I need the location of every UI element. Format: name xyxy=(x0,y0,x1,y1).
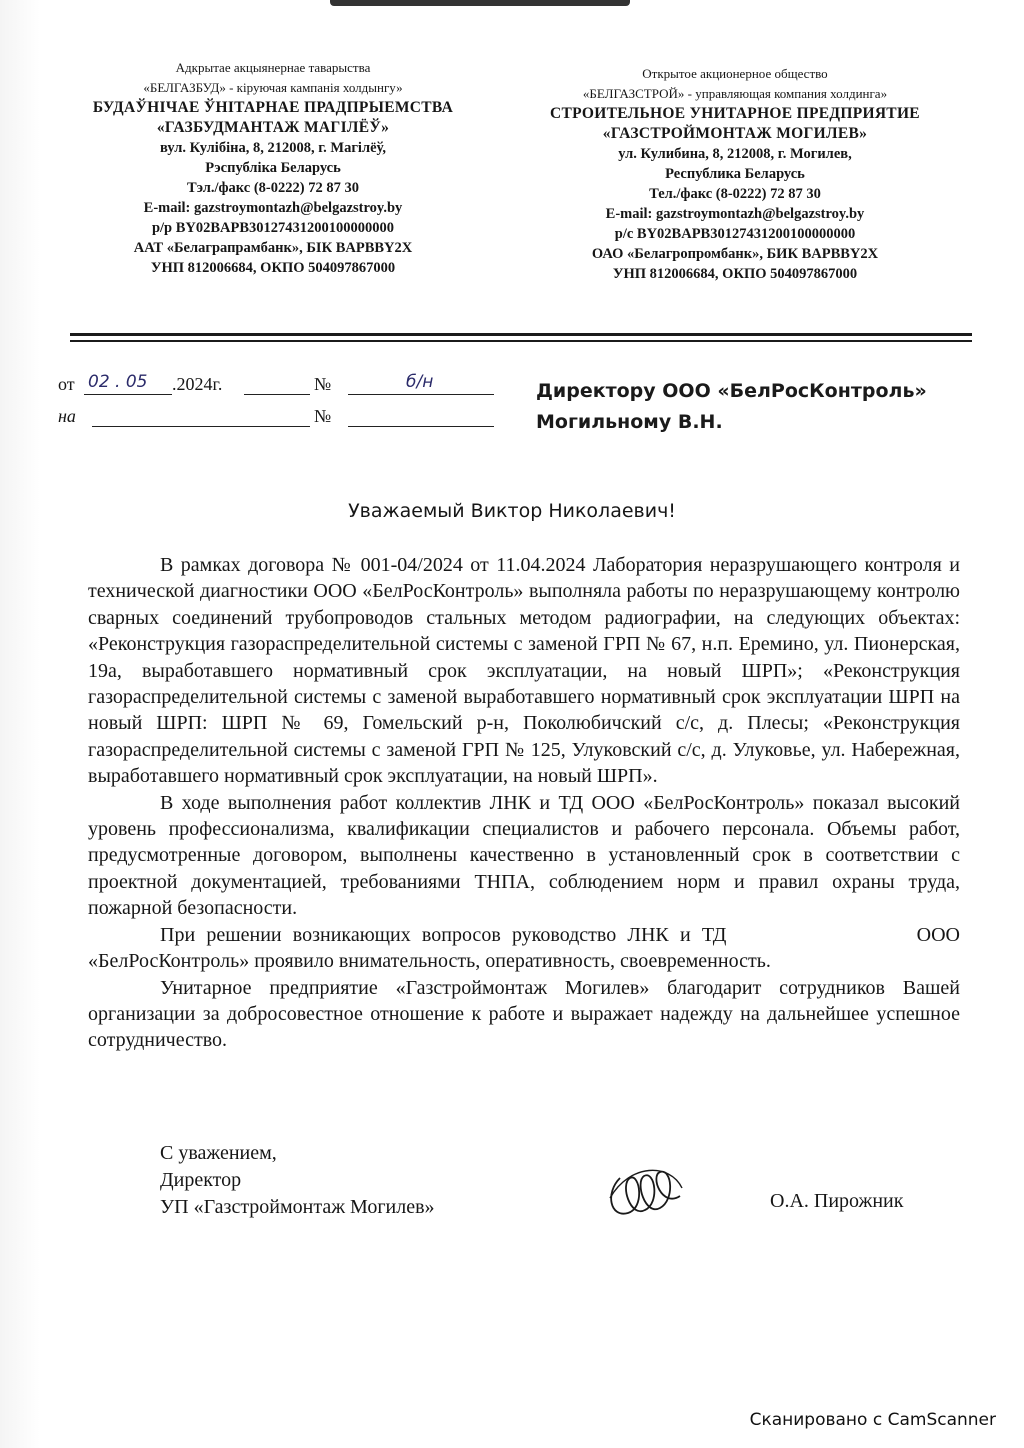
signature-block xyxy=(160,1140,435,1221)
letterhead-company-type: БУДАЎНІЧАЕ ЎНІТАРНАЕ ПРАДПРЫЕМСТВА xyxy=(92,99,454,116)
to-label: на xyxy=(58,406,76,426)
letterhead-russian xyxy=(520,64,950,284)
letterhead-phone: Тел./факс (8-0222) 72 87 30 xyxy=(649,186,821,202)
letterhead-address: вул. Кулібіна, 8, 212008, г. Магілёў, xyxy=(160,140,386,156)
body-paragraph: В ходе выполнения работ коллектив ЛНК и ТД ООО «БелРосКонтроль» показал высокий уровень профессионализма, квалификации специалистов и рабочего персонала. Объемы работ, предусмотренные договором, выполнены качественно в установленный срок в соответствии с проектной документацией, требованиями ТНПА, соблюдением норм и правил охраны труда, пожарной безопасности. xyxy=(88,791,960,920)
letterhead-email: E-mail: gazstroymontazh@belgazstroy.by xyxy=(143,200,403,216)
letterhead-account: р/с BY02BAPB30127431200100000000 xyxy=(614,226,856,242)
letterhead-bank: ОАО «Белагропромбанк», БИК BAPBBY2X xyxy=(591,246,879,262)
number-handwritten: б/н xyxy=(406,372,434,392)
handwritten-signature xyxy=(600,1158,690,1228)
letterhead-company-type: СТРОИТЕЛЬНОЕ УНИТАРНОЕ ПРЕДПРИЯТИЕ xyxy=(550,105,920,122)
letterhead-email: E-mail: gazstroymontazh@belgazstroy.by xyxy=(605,206,865,222)
signer-title: Директор xyxy=(160,1169,242,1191)
letterhead-company-name: «ГАЗСТРОЙМОНТАЖ МОГИЛЕВ» xyxy=(602,125,868,142)
letterhead-country: Рэспубліка Беларусь xyxy=(205,160,341,176)
scanner-watermark: Сканировано с CamScanner xyxy=(749,1410,996,1430)
signer-name: О.А. Пирожник xyxy=(770,1190,904,1212)
body-paragraph: В рамках договора № 001-04/2024 от 11.04.2024 Лаборатория неразрушающего контроля и технической диагностики ООО «БелРосКонтроль» выполняла работы по неразрушающему контролю сварных соединений трубопроводов стальных методом радиографии, на следующих объектах: «Реконструкция газораспределительной системы с заменой ГРП № 67, н.п. Еремино, ул. Пионерская, 19а, выработавшего нормативный срок эксплуатации, на новый ШРП»; «Реконструкция газораспределительной системы с заменой выработавшего нормативный срок эксплуатации ШРП на новый ШРП: ШРП № 69, Гомельский р-н, Поколюбичский с/с, д. Плесы; «Реконструкция газораспределительной системы с заменой ГРП № 125, Улуковский с/с, д. Улуковье, ул. Набережная, выработавшего нормативный срок эксплуатации, на новый ШРП». xyxy=(88,554,960,788)
letterhead-ids: УНП 812006684, ОКПО 504097867000 xyxy=(150,260,396,276)
letterhead-company-name: «ГАЗБУДМАНТАЖ МАГІЛЁЎ» xyxy=(156,119,390,136)
header-divider xyxy=(70,333,972,336)
letterhead-line: Адкрытае акцыянернае таварыства xyxy=(175,60,371,75)
date-underline-tail xyxy=(244,372,310,395)
letterhead-country: Республика Беларусь xyxy=(665,166,805,182)
number-label: № xyxy=(314,374,332,394)
body-paragraph: При решении возникающих вопросов руководство ЛНК и ТД ООО «БелРосКонтроль» проявило внимательность, оперативность, своевременность. xyxy=(88,923,965,973)
letterhead-address: ул. Кулибина, 8, 212008, г. Могилев, xyxy=(618,146,852,162)
date-handwritten: 02 . 05 xyxy=(88,372,148,392)
addressee-line: Директору ООО «БелРосКонтроль» xyxy=(536,380,927,402)
signer-organization: УП «Газстроймонтаж Могилев» xyxy=(160,1196,435,1218)
from-label: от xyxy=(58,374,75,394)
year-label: .2024г. xyxy=(172,374,223,394)
letterhead-phone: Тэл./факс (8-0222) 72 87 30 xyxy=(187,180,359,196)
closing-phrase: С уважением, xyxy=(160,1142,277,1164)
letterhead-line: «БЕЛГАЗСТРОЙ» - управляющая компания холдинга» xyxy=(582,86,888,101)
header-divider-thin xyxy=(70,340,972,342)
addressee xyxy=(536,376,927,438)
addressee-line: Могильному В.Н. xyxy=(536,411,723,433)
page-edge xyxy=(0,0,40,1448)
scan-artifact xyxy=(330,0,630,6)
letterhead-line: Открытое акционерное общество xyxy=(642,66,828,81)
letterhead-bank: ААТ «Белаграпрамбанк», БІК BAPBBY2X xyxy=(133,240,413,256)
greeting: Уважаемый Виктор Николаевич! xyxy=(348,500,676,522)
to-number-label: № xyxy=(314,406,332,426)
to-underline xyxy=(92,404,310,427)
letterhead-line: «БЕЛГАЗБУД» - кіруючая кампанія холдынгу» xyxy=(143,80,403,95)
to-number-underline xyxy=(348,404,494,427)
letterhead-belarusian xyxy=(58,58,488,278)
letterhead-account: р/р BY02BAPB30127431200100000000 xyxy=(151,220,395,236)
letterhead-ids: УНП 812006684, ОКПО 504097867000 xyxy=(612,266,858,282)
letter-body xyxy=(88,552,965,1054)
body-paragraph: Унитарное предприятие «Газстроймонтаж Могилев» благодарит сотрудников Вашей организации за добросовестное отношение к работе и выражает надежду на дальнейшее успешное сотрудничество. xyxy=(88,976,960,1052)
